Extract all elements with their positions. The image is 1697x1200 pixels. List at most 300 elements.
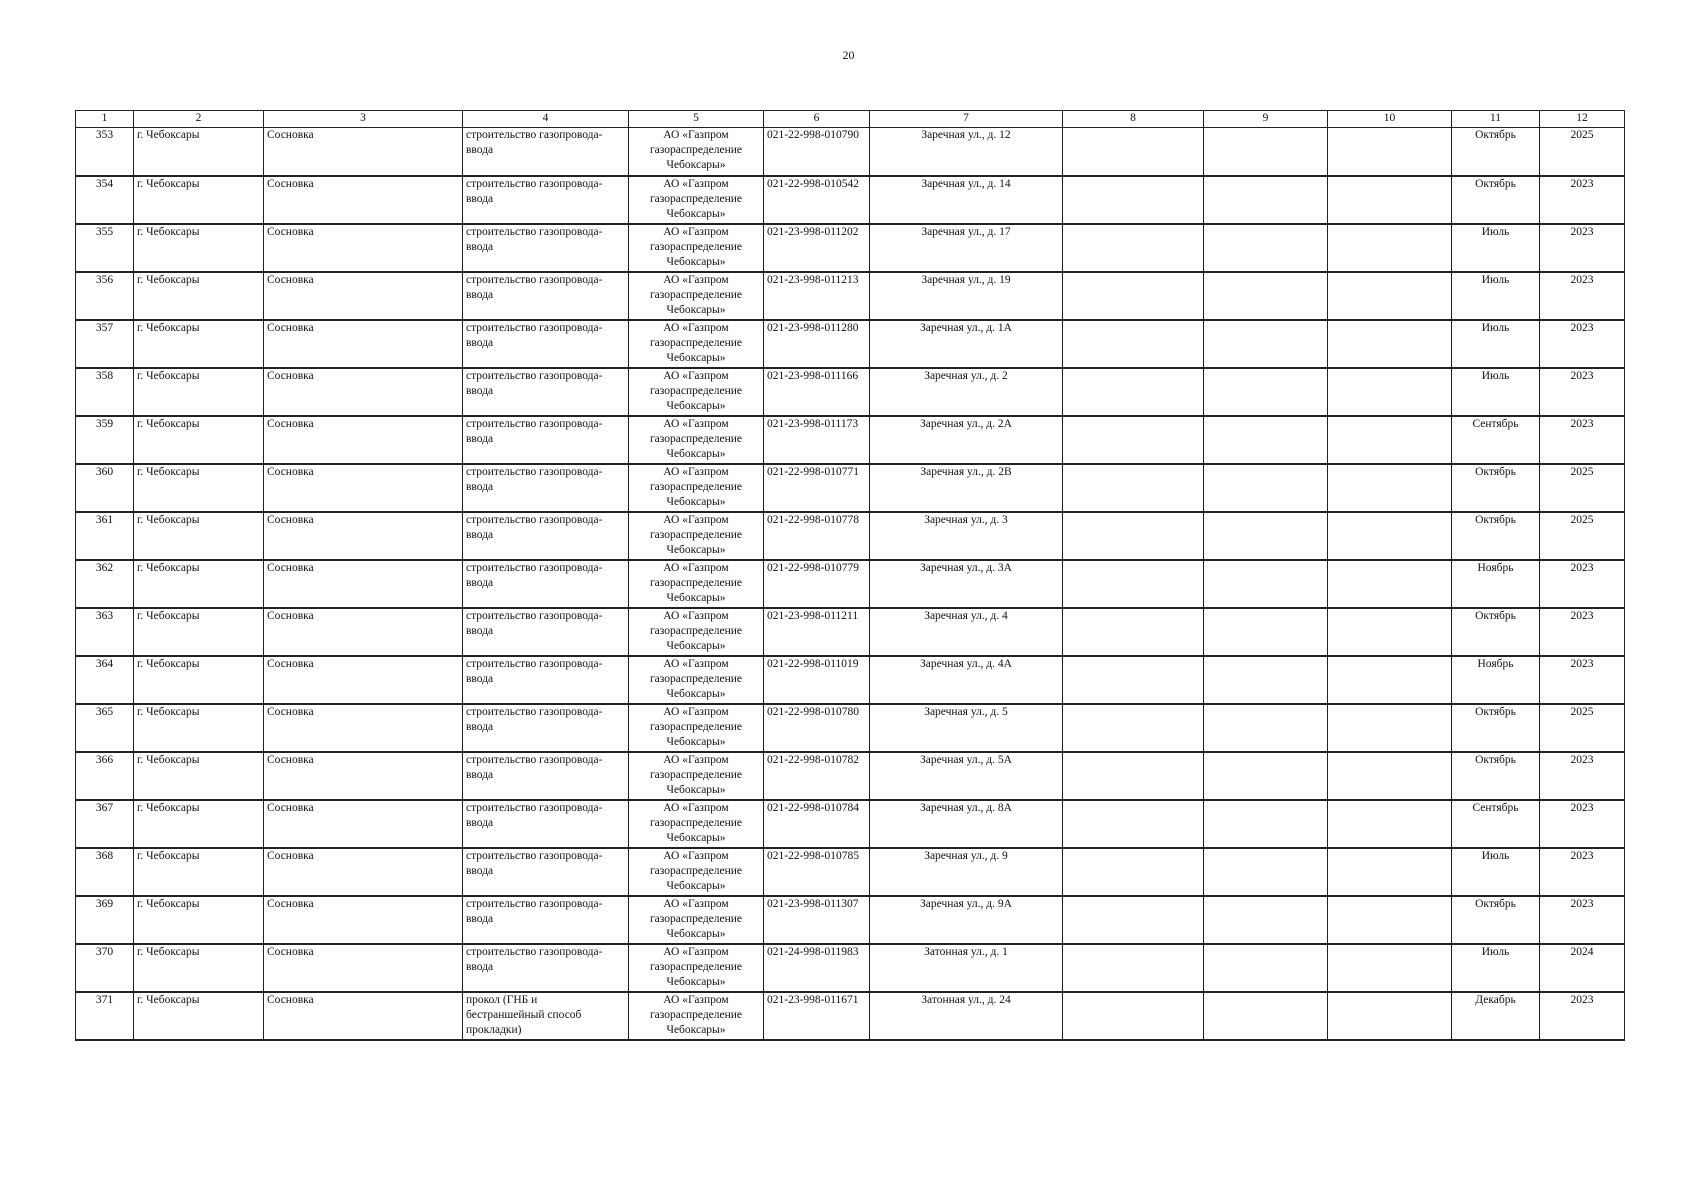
table-row [76,176,1625,224]
cell-district: Сосновка [264,704,463,752]
cell-city: г. Чебоксары [134,224,264,272]
work-type-line: ввода [466,288,494,301]
organization-line: газораспределение [649,192,743,205]
table-row [76,944,1625,992]
cell-row-number: 355 [76,224,134,272]
cell-city: г. Чебоксары [134,944,264,992]
cell-row-number: 369 [76,896,134,944]
cell-year: 2023 [1540,752,1625,800]
work-type-line: ввода [466,144,494,156]
work-type-line: строительство газопровода- [466,465,603,478]
organization-line: Чебоксары» [666,975,726,988]
table-row [76,464,1625,512]
cell-district: Сосновка [264,416,463,464]
cell-application-code: 021-22-998-010771 [764,464,870,512]
organization-line: АО «Газпром [663,897,729,910]
cell-col-9 [1204,320,1328,368]
cell-col-8 [1063,656,1204,704]
cell-district: Сосновка [264,608,463,656]
organization-line: газораспределение [649,816,743,829]
organization-line: газораспределение [649,432,743,445]
cell-city: г. Чебоксары [134,176,264,224]
cell-address: Заречная ул., д. 17 [870,224,1063,272]
table-row [76,560,1625,608]
cell-city: г. Чебоксары [134,128,264,176]
cell-year: 2023 [1540,800,1625,848]
organization-line: Чебоксары» [666,351,726,364]
table-body [76,128,1625,1040]
organization-line: газораспределение [649,576,743,589]
cell-col-9 [1204,896,1328,944]
cell-row-number: 356 [76,272,134,320]
cell-month: Октябрь [1452,512,1540,560]
organization-line: газораспределение [649,528,743,541]
cell-year: 2023 [1540,176,1625,224]
work-type-line: строительство газопровода- [466,225,603,238]
organization-line: Чебоксары» [666,543,726,556]
cell-district: Сосновка [264,848,463,896]
cell-application-code: 021-22-998-010542 [764,176,870,224]
cell-organization [629,320,764,368]
cell-row-number: 371 [76,992,134,1040]
work-type-line: ввода [466,720,494,733]
cell-city: г. Чебоксары [134,464,264,512]
cell-address: Заречная ул., д. 2В [870,464,1063,512]
cell-col-10 [1328,560,1452,608]
organization-line: газораспределение [649,624,743,637]
cell-city: г. Чебоксары [134,752,264,800]
organization-line: АО «Газпром [663,705,729,718]
cell-address: Затонная ул., д. 1 [870,944,1063,992]
cell-col-9 [1204,560,1328,608]
work-type-line: ввода [466,960,494,973]
table-row [76,512,1625,560]
cell-col-8 [1063,128,1204,176]
table-row [76,656,1625,704]
cell-row-number: 361 [76,512,134,560]
column-header-10: 10 [1328,111,1452,128]
cell-city: г. Чебоксары [134,848,264,896]
cell-work-type [463,320,629,368]
cell-district: Сосновка [264,272,463,320]
organization-line: газораспределение [649,144,743,156]
cell-city: г. Чебоксары [134,800,264,848]
table-row [76,752,1625,800]
cell-year: 2023 [1540,848,1625,896]
work-type-line: ввода [466,768,494,781]
cell-organization [629,992,764,1040]
cell-district: Сосновка [264,944,463,992]
work-type-line: строительство газопровода- [466,945,603,958]
work-type-line: ввода [466,912,494,925]
cell-district: Сосновка [264,368,463,416]
cell-col-8 [1063,512,1204,560]
cell-col-8 [1063,368,1204,416]
column-header-9: 9 [1204,111,1328,128]
table-header [76,111,1625,128]
organization-line: АО «Газпром [663,369,729,382]
cell-month: Июль [1452,944,1540,992]
cell-col-10 [1328,992,1452,1040]
organization-line: АО «Газпром [663,753,729,766]
cell-row-number: 366 [76,752,134,800]
cell-application-code: 021-22-998-010782 [764,752,870,800]
column-header-6: 6 [764,111,870,128]
cell-address: Заречная ул., д. 1А [870,320,1063,368]
cell-row-number: 364 [76,656,134,704]
organization-line: Чебоксары» [666,207,726,220]
organization-line: газораспределение [649,240,743,253]
organization-line: газораспределение [649,720,743,733]
organization-line: АО «Газпром [663,129,729,141]
cell-work-type [463,224,629,272]
work-type-line: бестраншейный способ [466,1008,582,1021]
cell-month: Ноябрь [1452,560,1540,608]
cell-year: 2023 [1540,896,1625,944]
work-type-line: строительство газопровода- [466,657,603,670]
work-type-line: строительство газопровода- [466,129,603,141]
cell-col-10 [1328,944,1452,992]
work-type-line: ввода [466,336,494,349]
cell-address: Заречная ул., д. 2 [870,368,1063,416]
work-type-line: ввода [466,480,494,493]
cell-organization [629,464,764,512]
cell-col-9 [1204,416,1328,464]
work-type-line: ввода [466,432,494,445]
table-row [76,416,1625,464]
cell-col-10 [1328,656,1452,704]
organization-line: Чебоксары» [666,447,726,460]
cell-col-9 [1204,656,1328,704]
organization-line: газораспределение [649,960,743,973]
work-type-line: строительство газопровода- [466,417,603,430]
cell-district: Сосновка [264,512,463,560]
work-type-line: ввода [466,576,494,589]
cell-col-8 [1063,320,1204,368]
cell-organization [629,128,764,176]
cell-row-number: 367 [76,800,134,848]
cell-row-number: 370 [76,944,134,992]
cell-col-9 [1204,800,1328,848]
cell-address: Заречная ул., д. 8А [870,800,1063,848]
cell-work-type [463,128,629,176]
cell-col-8 [1063,704,1204,752]
work-type-line: строительство газопровода- [466,369,603,382]
cell-year: 2025 [1540,464,1625,512]
cell-col-10 [1328,512,1452,560]
column-header-11: 11 [1452,111,1540,128]
cell-district: Сосновка [264,896,463,944]
cell-organization [629,224,764,272]
cell-row-number: 365 [76,704,134,752]
work-type-line: ввода [466,240,494,253]
cell-work-type [463,272,629,320]
organization-line: АО «Газпром [663,657,729,670]
cell-col-9 [1204,272,1328,320]
cell-col-10 [1328,800,1452,848]
cell-organization [629,752,764,800]
column-header-7: 7 [870,111,1063,128]
cell-row-number: 359 [76,416,134,464]
cell-address: Заречная ул., д. 2А [870,416,1063,464]
cell-work-type [463,176,629,224]
cell-year: 2023 [1540,272,1625,320]
cell-month: Сентябрь [1452,416,1540,464]
work-type-line: ввода [466,528,494,541]
cell-application-code: 021-23-998-011280 [764,320,870,368]
cell-city: г. Чебоксары [134,896,264,944]
page-number: 20 [842,48,855,62]
column-header-5: 5 [629,111,764,128]
cell-district: Сосновка [264,752,463,800]
cell-address: Затонная ул., д. 24 [870,992,1063,1040]
cell-row-number: 362 [76,560,134,608]
cell-application-code: 021-24-998-011983 [764,944,870,992]
cell-col-8 [1063,224,1204,272]
cell-month: Декабрь [1452,992,1540,1040]
work-type-line: ввода [466,624,494,637]
cell-col-10 [1328,368,1452,416]
cell-col-9 [1204,608,1328,656]
cell-work-type [463,608,629,656]
organization-line: газораспределение [649,336,743,349]
cell-col-8 [1063,800,1204,848]
cell-col-9 [1204,992,1328,1040]
cell-row-number: 357 [76,320,134,368]
cell-address: Заречная ул., д. 4А [870,656,1063,704]
work-type-line: строительство газопровода- [466,273,603,286]
cell-col-10 [1328,128,1452,176]
organization-line: Чебоксары» [666,159,726,171]
cell-month: Октябрь [1452,704,1540,752]
work-type-line: строительство газопровода- [466,897,603,910]
cell-col-8 [1063,464,1204,512]
cell-address: Заречная ул., д. 14 [870,176,1063,224]
column-header-8: 8 [1063,111,1204,128]
organization-line: Чебоксары» [666,591,726,604]
cell-year: 2023 [1540,320,1625,368]
column-header-12: 12 [1540,111,1625,128]
cell-work-type [463,512,629,560]
cell-col-8 [1063,608,1204,656]
cell-year: 2025 [1540,128,1625,176]
cell-year: 2025 [1540,512,1625,560]
cell-organization [629,704,764,752]
cell-application-code: 021-23-998-011213 [764,272,870,320]
cell-row-number: 354 [76,176,134,224]
cell-city: г. Чебоксары [134,992,264,1040]
cell-year: 2023 [1540,416,1625,464]
organization-line: Чебоксары» [666,399,726,412]
cell-district: Сосновка [264,992,463,1040]
cell-work-type [463,704,629,752]
column-header-2: 2 [134,111,264,128]
cell-month: Октябрь [1452,176,1540,224]
cell-organization [629,944,764,992]
organization-line: АО «Газпром [663,609,729,622]
cell-col-10 [1328,608,1452,656]
cell-address: Заречная ул., д. 9 [870,848,1063,896]
cell-application-code: 021-23-998-011173 [764,416,870,464]
cell-year: 2025 [1540,704,1625,752]
organization-line: АО «Газпром [663,321,729,334]
organization-line: Чебоксары» [666,927,726,940]
cell-col-9 [1204,704,1328,752]
cell-work-type [463,416,629,464]
cell-col-10 [1328,272,1452,320]
cell-month: Июль [1452,272,1540,320]
cell-district: Сосновка [264,176,463,224]
organization-line: Чебоксары» [666,303,726,316]
cell-city: г. Чебоксары [134,272,264,320]
cell-district: Сосновка [264,320,463,368]
cell-year: 2023 [1540,992,1625,1040]
organization-line: АО «Газпром [663,225,729,238]
work-type-line: ввода [466,816,494,829]
cell-organization [629,176,764,224]
cell-col-9 [1204,368,1328,416]
cell-month: Октябрь [1452,464,1540,512]
cell-application-code: 021-22-998-011019 [764,656,870,704]
cell-month: Октябрь [1452,752,1540,800]
cell-col-10 [1328,416,1452,464]
cell-month: Октябрь [1452,896,1540,944]
cell-application-code: 021-22-998-010790 [764,128,870,176]
gas-connection-register-table [75,110,1625,1041]
cell-work-type [463,992,629,1040]
cell-city: г. Чебоксары [134,512,264,560]
cell-address: Заречная ул., д. 4 [870,608,1063,656]
organization-line: АО «Газпром [663,801,729,814]
work-type-line: строительство газопровода- [466,849,603,862]
cell-district: Сосновка [264,224,463,272]
organization-line: Чебоксары» [666,255,726,268]
cell-month: Июль [1452,224,1540,272]
cell-city: г. Чебоксары [134,704,264,752]
table-row [76,896,1625,944]
cell-application-code: 021-23-998-011307 [764,896,870,944]
organization-line: газораспределение [649,912,743,925]
cell-district: Сосновка [264,560,463,608]
organization-line: Чебоксары» [666,1023,726,1036]
organization-line: Чебоксары» [666,687,726,700]
organization-line: АО «Газпром [663,561,729,574]
organization-line: Чебоксары» [666,879,726,892]
cell-application-code: 021-22-998-010785 [764,848,870,896]
cell-col-9 [1204,224,1328,272]
cell-application-code: 021-23-998-011671 [764,992,870,1040]
cell-month: Ноябрь [1452,656,1540,704]
column-number-row [76,111,1625,128]
cell-col-8 [1063,752,1204,800]
cell-organization [629,416,764,464]
cell-col-10 [1328,752,1452,800]
organization-line: АО «Газпром [663,273,729,286]
organization-line: АО «Газпром [663,513,729,526]
organization-line: АО «Газпром [663,417,729,430]
cell-col-9 [1204,848,1328,896]
work-type-line: строительство газопровода- [466,177,603,190]
cell-address: Заречная ул., д. 3А [870,560,1063,608]
table-row [76,224,1625,272]
cell-row-number: 353 [76,128,134,176]
work-type-line: строительство газопровода- [466,561,603,574]
cell-application-code: 021-22-998-010780 [764,704,870,752]
cell-month: Июль [1452,368,1540,416]
table-row [76,128,1625,176]
cell-organization [629,800,764,848]
cell-col-10 [1328,704,1452,752]
work-type-line: ввода [466,672,494,685]
cell-col-8 [1063,944,1204,992]
cell-row-number: 363 [76,608,134,656]
cell-work-type [463,944,629,992]
cell-organization [629,512,764,560]
cell-organization [629,656,764,704]
organization-line: АО «Газпром [663,993,729,1006]
cell-row-number: 360 [76,464,134,512]
cell-month: Июль [1452,320,1540,368]
table-row [76,704,1625,752]
cell-work-type [463,656,629,704]
cell-month: Июль [1452,848,1540,896]
cell-application-code: 021-22-998-010778 [764,512,870,560]
cell-col-10 [1328,896,1452,944]
cell-city: г. Чебоксары [134,368,264,416]
cell-work-type [463,752,629,800]
organization-line: газораспределение [649,672,743,685]
cell-address: Заречная ул., д. 19 [870,272,1063,320]
cell-district: Сосновка [264,128,463,176]
work-type-line: прокол (ГНБ и [466,993,538,1006]
cell-col-9 [1204,512,1328,560]
cell-col-8 [1063,272,1204,320]
cell-address: Заречная ул., д. 9А [870,896,1063,944]
cell-col-9 [1204,176,1328,224]
work-type-line: строительство газопровода- [466,753,603,766]
cell-year: 2023 [1540,656,1625,704]
cell-address: Заречная ул., д. 3 [870,512,1063,560]
table-row [76,848,1625,896]
cell-district: Сосновка [264,800,463,848]
cell-col-8 [1063,992,1204,1040]
cell-col-8 [1063,176,1204,224]
cell-month: Октябрь [1452,608,1540,656]
organization-line: Чебоксары» [666,735,726,748]
cell-year: 2024 [1540,944,1625,992]
organization-line: газораспределение [649,480,743,493]
cell-year: 2023 [1540,368,1625,416]
cell-work-type [463,896,629,944]
organization-line: газораспределение [649,384,743,397]
cell-district: Сосновка [264,656,463,704]
cell-city: г. Чебоксары [134,416,264,464]
column-header-4: 4 [463,111,629,128]
cell-col-9 [1204,464,1328,512]
cell-work-type [463,800,629,848]
organization-line: Чебоксары» [666,639,726,652]
cell-organization [629,272,764,320]
work-type-line: строительство газопровода- [466,513,603,526]
organization-line: газораспределение [649,864,743,877]
work-type-line: ввода [466,192,494,205]
cell-col-8 [1063,848,1204,896]
cell-col-10 [1328,848,1452,896]
cell-work-type [463,848,629,896]
cell-organization [629,848,764,896]
cell-organization [629,560,764,608]
cell-city: г. Чебоксары [134,656,264,704]
